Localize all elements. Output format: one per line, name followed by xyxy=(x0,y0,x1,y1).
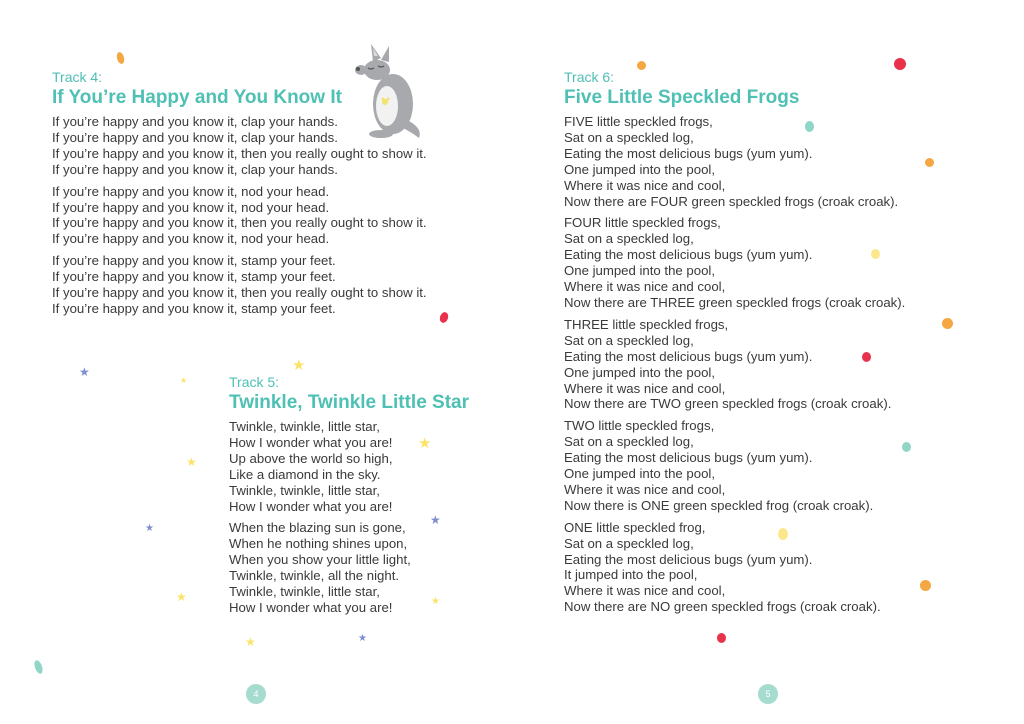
lyrics xyxy=(52,114,427,317)
lyric-line: Twinkle, twinkle, all the night. xyxy=(229,568,400,584)
lyric-line: TWO little speckled frogs, xyxy=(564,418,715,434)
verse xyxy=(564,520,905,615)
confetti-dot xyxy=(805,121,814,132)
star-icon: ★ xyxy=(431,596,440,607)
confetti-dot xyxy=(637,61,646,70)
lyric-line: If you’re happy and you know it, clap your hands. xyxy=(52,129,338,145)
lyric-line: When the blazing sun is gone, xyxy=(229,520,406,536)
right-page xyxy=(512,0,1024,724)
lyric-line: One jumped into the pool, xyxy=(564,263,716,279)
star-icon: ★ xyxy=(145,523,154,534)
confetti-dot xyxy=(942,318,953,329)
lyric-line: Twinkle, twinkle, little star, xyxy=(229,419,380,434)
track-label: Track 5: xyxy=(229,374,280,390)
lyric-line: Sat on a speckled log, xyxy=(564,535,694,551)
lyric-line: How I wonder what you are! xyxy=(229,498,393,514)
lyric-line: It jumped into the pool, xyxy=(564,567,698,583)
lyric-line: Where it was nice and cool, xyxy=(564,380,726,396)
lyric-line: Where it was nice and cool, xyxy=(564,177,726,193)
lyric-line: If you’re happy and you know it, then you really ought to show it. xyxy=(52,145,427,161)
lyric-line: When he nothing shines upon, xyxy=(229,536,408,552)
lyric-line: When you show your little light, xyxy=(229,552,411,568)
verse xyxy=(52,184,427,248)
confetti-dot xyxy=(894,58,906,70)
moon-illustration xyxy=(116,357,156,409)
lyric-line: Now there is ONE green speckled frog (croak croak). xyxy=(564,497,874,513)
kangaroo-illustration xyxy=(355,42,425,140)
lyric-line: Sat on a speckled log, xyxy=(564,332,694,348)
lyric-line: If you’re happy and you know it, nod your head. xyxy=(52,183,330,199)
star-icon: ★ xyxy=(245,635,256,649)
lyric-line: THREE little speckled frogs, xyxy=(564,316,729,332)
lyric-line: If you’re happy and you know it, then you really ought to show it. xyxy=(52,285,427,301)
confetti-dot xyxy=(902,442,911,452)
lyric-line: FIVE little speckled frogs, xyxy=(564,114,713,129)
verse xyxy=(52,253,427,317)
star-icon: ★ xyxy=(79,365,90,379)
lyric-line: One jumped into the pool, xyxy=(564,466,716,482)
track-title: Twinkle, Twinkle Little Star xyxy=(229,392,470,413)
lyric-line: Now there are THREE green speckled frogs (croak croak). xyxy=(564,294,906,310)
verse xyxy=(229,419,469,514)
lyric-line: If you’re happy and you know it, stamp your feet. xyxy=(52,269,336,285)
track-6-section xyxy=(564,69,905,621)
lyric-line: ONE little speckled frog, xyxy=(564,519,706,535)
lyric-line: One jumped into the pool, xyxy=(564,364,716,380)
page-number: 4 xyxy=(246,684,266,704)
lyrics xyxy=(564,114,905,615)
track-title: Five Little Speckled Frogs xyxy=(564,87,800,108)
confetti-dot xyxy=(778,528,788,540)
star-icon: ★ xyxy=(186,455,197,469)
lyric-line: Sat on a speckled log, xyxy=(564,231,694,247)
lyric-line: If you’re happy and you know it, nod your head. xyxy=(52,231,330,247)
track-title: If You’re Happy and You Know It xyxy=(52,87,342,108)
lyric-line: How I wonder what you are! xyxy=(229,434,393,450)
confetti-dot xyxy=(925,158,934,167)
lyric-line: How I wonder what you are! xyxy=(229,599,393,615)
lyric-line: If you’re happy and you know it, then you really ought to show it. xyxy=(52,215,427,231)
verse xyxy=(564,317,905,412)
verse xyxy=(564,418,905,513)
verse xyxy=(564,114,905,209)
lyric-line: Now there are FOUR green speckled frogs (croak croak). xyxy=(564,193,899,209)
lyric-line: Sat on a speckled log, xyxy=(564,434,694,450)
lyric-line: Up above the world so high, xyxy=(229,450,393,466)
lyric-line: Now there are TWO green speckled frogs (croak croak). xyxy=(564,396,892,412)
lyric-line: Like a diamond in the sky. xyxy=(229,466,381,482)
lyric-line: Eating the most delicious bugs (yum yum). xyxy=(564,348,813,364)
star-icon: ★ xyxy=(292,357,306,374)
lyric-line: One jumped into the pool, xyxy=(564,161,716,177)
star-icon: ★ xyxy=(358,633,367,644)
star-icon: ★ xyxy=(418,435,432,452)
star-icon: ★ xyxy=(176,590,187,604)
lyric-line: If you’re happy and you know it, nod your head. xyxy=(52,199,330,215)
page-number: 5 xyxy=(758,684,778,704)
lyric-line: Eating the most delicious bugs (yum yum). xyxy=(564,551,813,567)
lyric-line: Where it was nice and cool, xyxy=(564,481,726,497)
lyric-line: Eating the most delicious bugs (yum yum). xyxy=(564,145,813,161)
lyric-line: Sat on a speckled log, xyxy=(564,129,694,145)
verse xyxy=(564,215,905,310)
track-label: Track 4: xyxy=(52,69,103,85)
confetti-dot xyxy=(920,580,931,591)
lyric-line: If you’re happy and you know it, clap your hands. xyxy=(52,161,338,177)
lyric-line: Where it was nice and cool, xyxy=(564,583,726,599)
lyric-line: FOUR little speckled frogs, xyxy=(564,215,721,231)
lyric-line: If you’re happy and you know it, stamp your feet. xyxy=(52,253,336,269)
confetti-dot xyxy=(717,633,726,643)
star-icon: ★ xyxy=(430,513,441,527)
lyric-line: If you’re happy and you know it, clap your hands. xyxy=(52,114,338,129)
lyric-line: Eating the most delicious bugs (yum yum). xyxy=(564,247,813,263)
confetti-dot xyxy=(862,352,871,362)
track-5-section xyxy=(229,374,469,622)
lyric-line: Eating the most delicious bugs (yum yum). xyxy=(564,450,813,466)
track-label: Track 6: xyxy=(564,69,615,85)
lyric-line: Twinkle, twinkle, little star, xyxy=(229,584,380,600)
lyric-line: If you’re happy and you know it, stamp your feet. xyxy=(52,300,336,316)
lyric-line: Where it was nice and cool, xyxy=(564,279,726,295)
star-icon: ★ xyxy=(180,376,188,385)
lyric-line: Now there are NO green speckled frogs (croak croak). xyxy=(564,599,881,615)
confetti-dot xyxy=(871,249,880,259)
lyric-line: Twinkle, twinkle, little star, xyxy=(229,482,380,498)
